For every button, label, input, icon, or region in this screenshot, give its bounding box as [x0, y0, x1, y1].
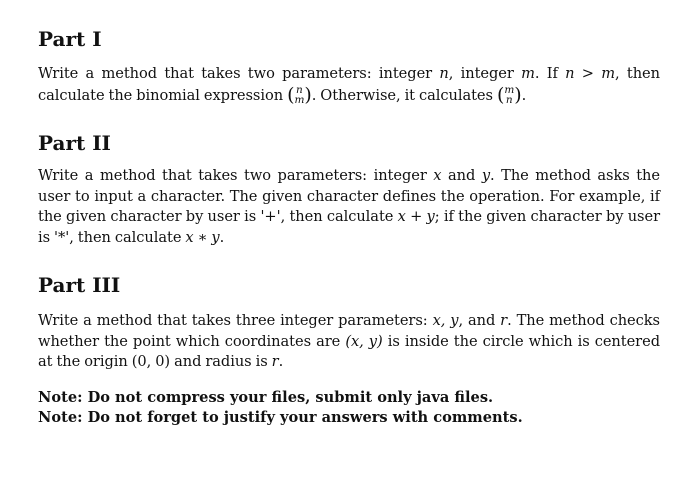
binomial-m-n: ( m n ): [496, 83, 522, 107]
binomial-n-m: ( n m ): [287, 83, 312, 107]
note-comments: Note: Do not forget to justify your answers with comments.: [38, 409, 523, 426]
part-2-paragraph: Write a method that takes two parameters: integer x and y. The method asks the user to input a character. The given character defines the operation. For example, if the given character by user is '+', then calculate x + y; if the given character by user is '*', then calculate x ∗ y.: [38, 167, 661, 247]
notes-block: [38, 388, 523, 428]
part-1-heading: Part I: [38, 27, 102, 51]
part-3-paragraph: Write a method that takes three integer parameters: x, y, and r. The method checks whether the point which coordinates are (x, y) is inside the circle which is centered at the origin (0, 0) and radius is r.: [38, 312, 660, 371]
part-3-heading: Part III: [38, 273, 121, 297]
note-compress: Note: Do not compress your files, submit only java files.: [38, 389, 494, 406]
part-1-paragraph: Write a method that takes two parameters: integer n, integer m. If n > m, then calculate the binomial expression ( n m ). Otherwise, it calculates ( m n ).: [38, 65, 660, 107]
part-2-heading: Part II: [38, 131, 111, 155]
